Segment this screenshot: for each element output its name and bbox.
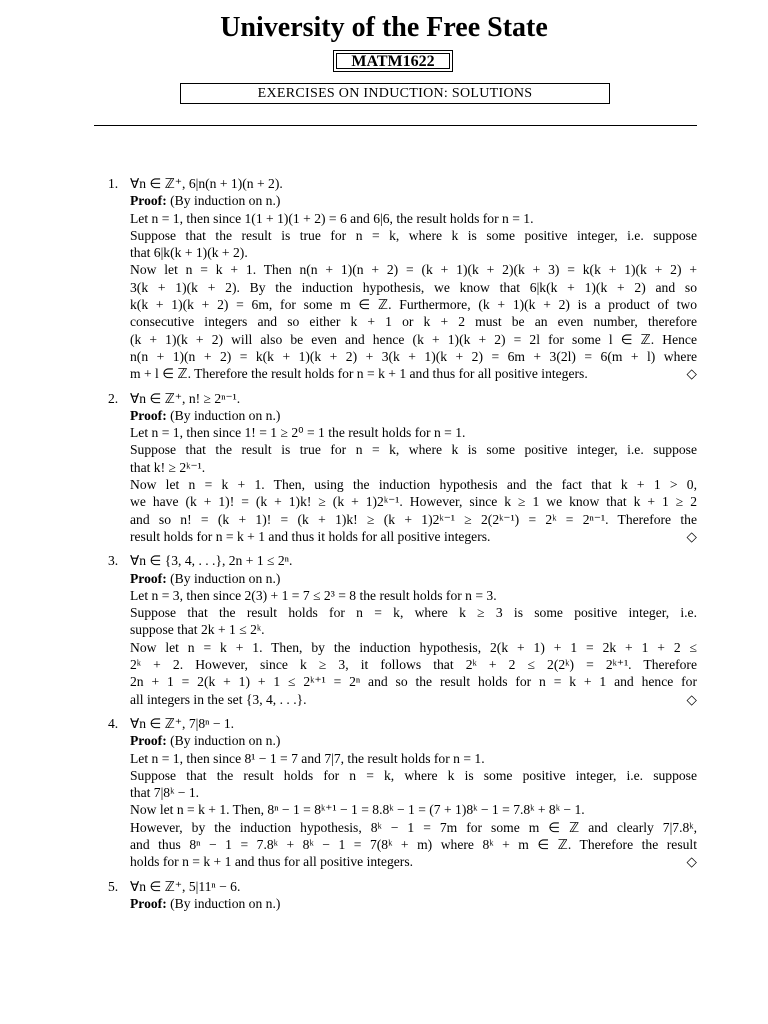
end-of-proof-icon: ◇ [686, 691, 697, 707]
end-of-proof-icon: ◇ [686, 528, 697, 544]
exercise-number: 3. [108, 553, 119, 569]
proof-final-line [130, 691, 697, 708]
proof-final-line [130, 853, 697, 870]
proof-line: and so n! = (k + 1)! = (k + 1)k! ≥ (k + 1)2ᵏ⁻¹ ≥ 2(2ᵏ⁻¹) = 2ᵏ = 2ⁿ⁻¹. Therefore the [130, 511, 697, 527]
exercise-item [108, 175, 697, 383]
proof-line: Now let n = k + 1. Then n(n + 1)(n + 2) = (k + 1)(k + 2)(k + 3) = k(k + 1)(k + 2) + [130, 262, 697, 278]
exercise-statement: ∀n ∈ ℤ⁺, n! ≥ 2ⁿ⁻¹. [130, 390, 241, 406]
proof-final-text: result holds for n = k + 1 and thus it holds for all positive integers. [130, 528, 491, 544]
proof-label: Proof: [130, 733, 167, 749]
exercise-heading: EXERCISES ON INDUCTION: SOLUTIONS [180, 83, 610, 104]
course-code-box [333, 50, 453, 72]
exercise-statement: ∀n ∈ {3, 4, . . .}, 2n + 1 ≤ 2ⁿ. [130, 553, 293, 569]
proof-line: Now let n = k + 1. Then, 8ⁿ − 1 = 8ᵏ⁺¹ − 1 = 8.8ᵏ − 1 = (7 + 1)8ᵏ − 1 = 7.8ᵏ + 8ᵏ − 1. [130, 802, 585, 818]
proof-line: 2ᵏ + 2. However, since k ≥ 3, it follows that 2ᵏ + 2 ≤ 2(2ᵏ) = 2ᵏ⁺¹. Therefore [130, 657, 697, 673]
proof-heading [130, 570, 697, 587]
proof-line: that k! ≥ 2ᵏ⁻¹. [130, 459, 206, 475]
proof-note: (By induction on n.) [166, 895, 281, 911]
proof-label: Proof: [130, 570, 167, 586]
exercise-statement: ∀n ∈ ℤ⁺, 6|n(n + 1)(n + 2). [130, 176, 283, 191]
proof-note: (By induction on n.) [166, 407, 281, 423]
proof-final-text: all integers in the set {3, 4, . . .}. [130, 691, 307, 707]
proof-line: suppose that 2k + 1 ≤ 2ᵏ. [130, 622, 265, 638]
proof-line: n(n + 1)(n + 2) = k(k + 1)(k + 2) + 3(k + 1)(k + 2) = 6m + 3(2l) = 6(m + l) where [130, 348, 697, 364]
course-code: MATM1622 [336, 53, 450, 69]
exercise-item [108, 878, 697, 913]
exercise-statement: ∀n ∈ ℤ⁺, 5|11ⁿ − 6. [130, 878, 241, 894]
proof-heading [130, 192, 697, 209]
exercise-number: 4. [108, 715, 119, 731]
proof-line: consecutive integers and so either k + 1 or k + 2 must be an even number, therefore [130, 314, 697, 330]
end-of-proof-icon: ◇ [686, 366, 697, 382]
proof-heading [130, 407, 697, 424]
proof-line: and thus 8ⁿ − 1 = 7.8ᵏ + 8ᵏ − 1 = 7(8ᵏ + m) where 8ᵏ + m ∈ ℤ. Therefore the result [130, 836, 697, 852]
proof-line: that 6|k(k + 1)(k + 2). [130, 245, 248, 261]
proof-label: Proof: [130, 895, 167, 911]
proof-line: Suppose that the result is true for n = k, where k is some positive integer, i.e. suppose [130, 442, 697, 458]
proof-heading [130, 895, 697, 912]
proof-line: Let n = 3, then since 2(3) + 1 = 7 ≤ 2³ = 8 the result holds for n = 3. [130, 587, 497, 603]
university-title: University of the Free State [220, 12, 548, 43]
proof-heading [130, 732, 697, 749]
exercise-number: 1. [108, 176, 119, 191]
exercise-item [108, 715, 697, 871]
proof-line: k(k + 1)(k + 2) = 6m, for some m ∈ ℤ. Furthermore, (k + 1)(k + 2) is a product of two [130, 297, 697, 313]
proof-line: that 7|8ᵏ − 1. [130, 785, 200, 801]
end-of-proof-icon: ◇ [686, 854, 697, 870]
exercise-item [108, 552, 697, 708]
proof-note: (By induction on n.) [166, 733, 281, 749]
header-divider [94, 125, 697, 126]
proof-note: (By induction on n.) [166, 193, 281, 209]
proof-line: Suppose that the result holds for n = k, where k ≥ 3 is some positive integer, i.e. [130, 605, 697, 621]
proof-line: Now let n = k + 1. Then, by the induction hypothesis, 2(k + 1) + 1 = 2k + 1 + 2 ≤ [130, 639, 697, 655]
proof-final-text: m + l ∈ ℤ. Therefore the result holds for n = k + 1 and thus for all positive integers. [130, 366, 588, 382]
proof-line: Let n = 1, then since 1! = 1 ≥ 2⁰ = 1 the result holds for n = 1. [130, 425, 466, 441]
proof-label: Proof: [130, 193, 167, 209]
exercise-number: 5. [108, 878, 119, 894]
exercise-number: 2. [108, 390, 119, 406]
proof-label: Proof: [130, 407, 167, 423]
exercise-item [108, 390, 697, 546]
proof-line: 3(k + 1)(k + 2). By the induction hypothesis, we know that 6|k(k + 1)(k + 2) and so [130, 279, 697, 295]
proof-line: we have (k + 1)! = (k + 1)k! ≥ (k + 1)2ᵏ⁻¹. However, since k ≥ 1 we know that k + 1 ≥ 2 [130, 494, 697, 510]
proof-final-text: holds for n = k + 1 and thus for all positive integers. [130, 854, 414, 870]
proof-final-line [130, 528, 697, 545]
proof-line: 2n + 1 = 2(k + 1) + 1 ≤ 2ᵏ⁺¹ = 2ⁿ and so the result holds for n = k + 1 and hence for [130, 674, 697, 690]
proof-line: Let n = 1, then since 8¹ − 1 = 7 and 7|7, the result holds for n = 1. [130, 750, 485, 766]
proof-line: Suppose that the result is true for n = k, where k is some positive integer, i.e. suppose [130, 227, 697, 243]
solutions-list [108, 175, 697, 919]
proof-note: (By induction on n.) [166, 570, 281, 586]
proof-line: Let n = 1, then since 1(1 + 1)(1 + 2) = 6 and 6|6, the result holds for n = 1. [130, 210, 534, 226]
proof-line: (k + 1)(k + 2) will also be even and hence (k + 1)(k + 2) = 2l for some l ∈ ℤ. Hence [130, 331, 697, 347]
proof-final-line [130, 365, 697, 382]
proof-line: However, by the induction hypothesis, 8ᵏ − 1 = 7m for some m ∈ ℤ and clearly 7|7.8ᵏ, [130, 819, 697, 835]
proof-line: Suppose that the result holds for n = k, where k is some positive integer, i.e. suppose [130, 767, 697, 783]
proof-line: Now let n = k + 1. Then, using the induction hypothesis and the fact that k + 1 > 0, [130, 477, 697, 493]
exercise-statement: ∀n ∈ ℤ⁺, 7|8ⁿ − 1. [130, 715, 235, 731]
